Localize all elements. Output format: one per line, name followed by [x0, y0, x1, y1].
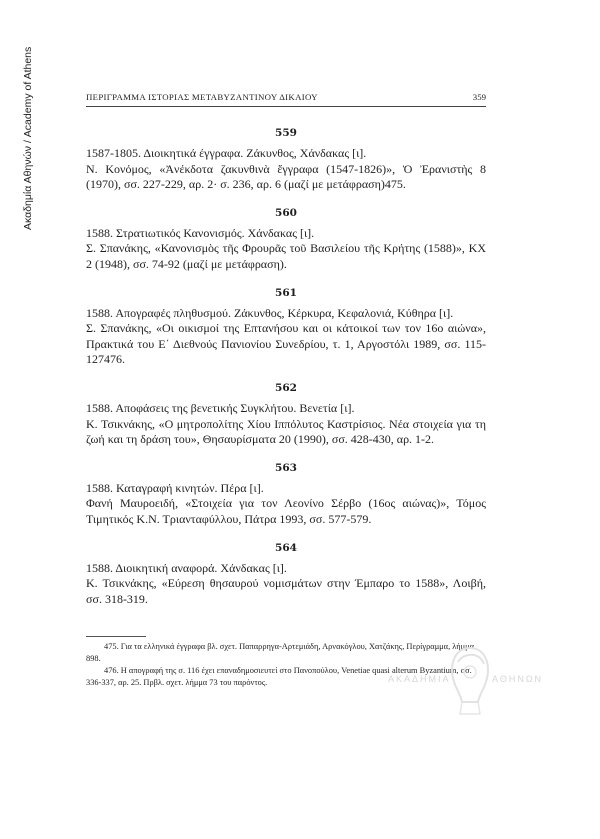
watermark-text-right: ΑΘΗΝΩΝ — [492, 674, 544, 684]
entry-number: 559 — [275, 127, 297, 139]
entry-number: 561 — [275, 286, 297, 299]
entry-text: 1588. Στρατιωτικός Κανονισμός. Χάνδακας [ι]. Σ. Σπανάκης, «Κανονισμὸς τῆς Φρουρᾶς τοῦ Βασιλείου τῆς Κρήτης (1588)», ΚΧ 2 (1948), σσ. 74-92 (μαζί με μετάφραση). — [86, 225, 486, 271]
entry-number: 563 — [275, 461, 297, 474]
entry-559 — [86, 126, 486, 193]
entry-number: 562 — [275, 381, 297, 394]
entry-564 — [86, 541, 486, 608]
entry-562 — [86, 381, 486, 448]
athena-head-emblem-icon — [440, 640, 500, 720]
footnote-475: 475. Για τα ελληνικά έγγραφα βλ. σχετ. Παπαρρηγα-Αρτεμιάδη, Αρνακόγλου, Χατζάκης, Περίγραμμα, λήμμα 898. — [86, 642, 474, 663]
entry-text: 1588. Καταγραφή κινητών. Πέρα [ι]. Φανή Μαυροειδή, «Στοιχεία για τον Λεονίνο Σέρβο (16ος αιώνας)», Τόμος Τιμητικός Κ.Ν. Τριανταφύλλου, Πάτρα 1993, σσ. 577-579. — [86, 480, 486, 526]
running-title: ΠΕΡΙΓΡΑΜΜΑ ΙΣΤΟΡΙΑΣ ΜΕΤΑΒΥΖΑΝΤΙΝΟΥ ΔΙΚΑΙΟΥ — [86, 92, 318, 102]
entry-text: 1588. Αποφάσεις της βενετικής Συγκλήτου. Βενετία [ι]. Κ. Τσικνάκης, «Ο μητροπολίτης Χίου Ιππόλυτος Καστρίσιος. Νέα στοιχεία για τη ζωή και τη δράση του», Θησαυρίσματα 20 (1990), σσ. 428-430, αρ. 1-2. — [86, 400, 486, 447]
entry-text: 1588. Διοικητική αναφορά. Χάνδακας [ι]. Κ. Τσικνάκης, «Εύρεση θησαυρού νομισμάτων στην Έμπαρο το 1588», Λοιβή, σσ. 318-319. — [86, 560, 486, 606]
entry-561 — [86, 286, 486, 368]
header-rule — [86, 106, 486, 107]
footnote-476: 476. Η απογραφή της σ. 116 έχει επαναδημοσιευτεί στο Πανοπούλου, Venetiae quasi alterum Byzantium, σσ. 336-337, αρ. 25. Πρβλ. σχετ. λήμμα 73 του παρόντος. — [86, 666, 472, 687]
entries-list — [86, 120, 486, 620]
entry-560 — [86, 206, 486, 273]
footnote-rule — [86, 636, 146, 637]
entry-563 — [86, 461, 486, 528]
entry-number: 564 — [275, 541, 297, 554]
archive-side-label: Ακαδημία Αθηνών / Academy of Athens — [22, 46, 34, 230]
page-number: 359 — [472, 92, 486, 102]
entry-number: 560 — [275, 206, 297, 219]
watermark-text-left: ΑΚΑΔΗΜΙΑ — [388, 674, 451, 684]
entry-text: 1587-1805. Διοικητικά έγγραφα. Ζάκυνθος, Χάνδακας [ι]. Ν. Κονόμος, «Ἀνέκδοτα ζακυνθινὰ ἔγγραφα (1547-1826)», Ὁ Ἐρανιστὴς 8 (1970), σσ. 227-229, αρ. 2· σ. 236, αρ. 6 (μαζί με μετάφραση)475. — [86, 146, 486, 192]
entry-text: 1588. Απογραφές πληθυσμού. Ζάκυνθος, Κέρκυρα, Κεφαλονιά, Κύθηρα [ι]. Σ. Σπανάκης, «Οι οικισμοί της Επτανήσου και οι κάτοικοί των τον 16ο αιώνα», Πρακτικά του Ε΄ Διεθνούς Πανιονίου Συνεδρίου, τ. 1, Αργοστόλι 1989, σσ. 115-127476. — [86, 305, 486, 367]
